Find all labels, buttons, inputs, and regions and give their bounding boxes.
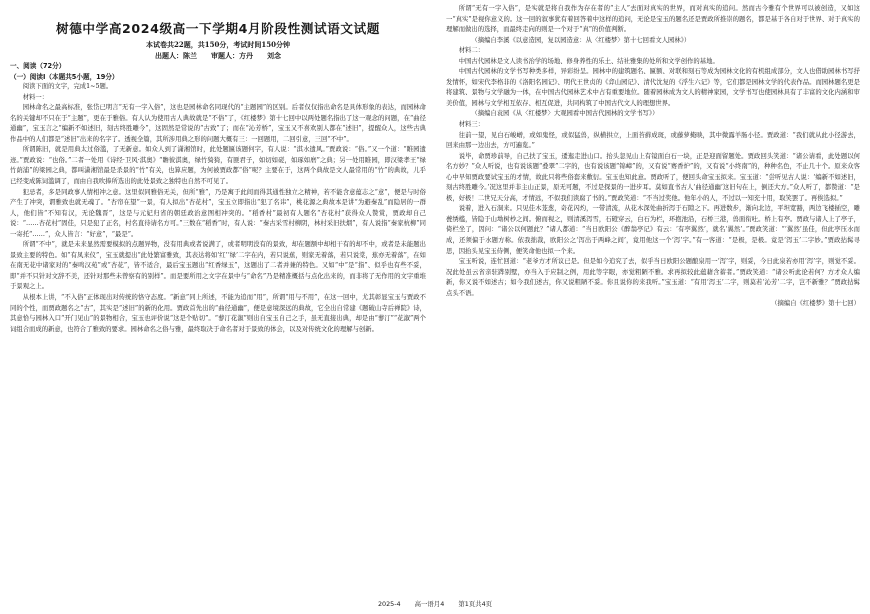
source-citation: （摘编自袁园《从〈红楼梦〉大观园看中国古代园林的文学书写》） <box>471 110 659 118</box>
paragraph: 往前一望，见白石峻嶒，或如鬼怪，或似猛兽，纵横拱立，上面苔藓成斑，或藤萝掩映，其中微露羊肠小径。贾政道：“我们就从此小径游去，回来由那一边出去，方可遍览。” <box>446 131 860 150</box>
exam-info: 本试卷共22题，共150分，考试时间150分钟 <box>146 40 290 49</box>
material-label: 材料二： <box>458 47 485 55</box>
paragraph: 所谓“无有一字入俗”，是实就是将自我作为存在者的“主人”去面对真实的世界，而对真实的追问。然而古今雅有个世界可以被创造，又如这一“真实”是视你意义的。这一回的叙事犹有着回答着中这样的追问，无论是宝玉的题名还是贾政所推崇的题名，都是基于各自对于世界、对于真实的理解而做出的选择，而最终走向的则是一个对于“真”的价值判断。 <box>446 5 860 34</box>
paragraph: 所谓陈旧，就是用典太过俗滥，了无新意。如众人到了潇湘馆时，此处题匾该题何字，有人说：“淇水遗风。”贾政说：“俗。”又一个道：“睢园遗迹。”贾政说：“也俗。”二者一处用《诗经·卫风·淇奥》“瞻彼淇奥，绿竹猗猗，有匪君子，如切如磋，如琢如磨”之典；另一处用睢园，即汉梁孝王“绿竹荫浦”的梁园之典，都叫潇湘馆最是杀景的“竹”有关，也算应题，为何被贾政都“俗”呢？主要在于，这两个典故是文人最常用的“竹”的典故，儿乎已经变成陈词滥调了，而由自我吹捧所选出的此处景致之独特也自然不可见了。 <box>10 146 426 186</box>
paragraph: 中国古代园林是文人读书治学的场地、修身养性的乐土、结社雅集的处所和文学创作的基地。 <box>458 57 719 65</box>
paragraph: 宝玉听说，连忙回道：“老爷方才所议已是。但是如今追究了去，似乎当日欧阳公题酿泉用一‘泻’字，则妥，今日此泉若亦用‘泻’字，则觉不妥。况此处虽云省亲驻跸别墅，亦当入于应制之例，用此等字眼，亦觉粗陋不雅。求再拟较此蕴藉含蓄者。”贾政笑道：“诸公听此论若何？方才众人编新，你又说不如述古；如今我们述古，你又说粗陋不妥。你且说你的来我听。”宝玉道：“有用‘泻玉’二字，则莫若‘沁芳’二字，岂不新雅？”贾政拈髯点头不语。 <box>446 258 860 297</box>
section-heading: 一、阅读（72分） <box>10 62 66 70</box>
footer-page-number: 第1页共4页 <box>458 600 493 608</box>
exam-title: 树德中学高2024级高一下学期4月阶段性测试语文试题 <box>56 21 380 36</box>
material-label: 材料三： <box>458 121 485 129</box>
material-label: 材料一： <box>22 93 49 101</box>
paragraph: 说着，进入石洞来。只见佳木茏葱，奇花闪灼，一带清流，从花木深处曲折泻于石隙之下。再进数步，渐向北边，平坦宽豁，两边飞楼插空，雕甍绣槛，皆隐于山坳树杪之间。俯而视之，则清溪泻雪，石磴穿云，白石为栏，环抱池沿，石桥三港，兽面衔吐。桥上有亭。贾政与诸人上了亭子，倚栏坐了，因问：“诸公以何题此？”诸人都道：“当日欧阳公《醉翁亭记》有云：‘有亭翼然’，就名‘翼然’。”贾政笑道：“‘翼然’虽佳，但此亭压水而成，还须偏于水题方称。依我拙裁，欧阳公之‘泻出于两峰之间’，竟用他这一个‘泻’字。”有一客道：“是极，是极。竟是‘泻玉’二字妙。”贾政拈髯寻思，因抬头见宝玉侍侧，便笑命他也拟一个来。 <box>446 205 860 255</box>
left-column <box>10 4 426 586</box>
source-citation: （摘编自《红楼梦》第十七回） <box>771 300 860 308</box>
source-citation: （摘编自李溪《以意造园，复以园造意：从〈红楼梦〉第十七回看文人园林》） <box>471 36 691 44</box>
footer-date: 2025-4 <box>377 600 401 608</box>
page-footer <box>0 599 870 609</box>
paragraph: 从根本上讲，“不入俗”正体现出对传统的恪守态度。“新意”同上所述，不能为追而“用”，所谓“用与不用”，在这一回中，尤其彰显宝玉与贾政不同的个性，而贾政题名之“古”，其实是“述旧”的新的化用。贾政首先出的“曲径通幽”，便是意境深远的典故，它全出自常建《题破山寺后禅院》诗，其意恰与园林入口“开门见山”的景物相合，宝玉也评价说“这是个贴切”。“蓼汀花溆”则出自宝玉自己之手，虽无直接出典，却是由“蓼汀”“花溆”两个词组合而成的新意，也符合了雅致的要求。园林命名之俗与雅，最终取决于命名者对于景致的体会，以及对传统文化的理解与创新。 <box>10 294 426 333</box>
exam-authors: 出题人：陈兰 审题人：方丹 刘念 <box>155 51 281 60</box>
paragraph: 中国古代园林的文学书写种类多样，异彩纷呈。园林中的建筑题名、匾额、对联和刻石等成为园林文化的有机组成部分，文人也借助园林书写抒发情怀，如宋代李格非的《洛阳名园记》、明代王世贞的《弇山园记》、清代沈复的《浮生六记》等，它们都是园林文学的代表作品。而园林题名更是将建筑、景物与文学融为一体，在中国古代园林艺术中占有重要地位。随着园林成为文人的精神家园，文学书写也使园林具有了丰富的文化内涵和审美价值，园林与文学相互依存、相互促进，共同构筑了中国古代文人的理想世界。 <box>446 68 860 107</box>
paragraph: 所谓“不中”，就是未来显然需要模拟的点题异物，没有用典或者说满了，或者明明没有的景致，却在题额中却相干有的却不中，或者是未能题出景致主要的特色。如“有凤来仪”，宝玉就提出“此处繁富雅致，其表达将如‘红’‘绿’二字在内，若只说蕉，则家无着落，若只说棠，蕉亦无着落”，在如在南无花中诸家对的“秦鸣汉苑”或“杏花”，皆不适合，最后宝玉题出“红香绿玉”，这题出了二者并兼的特色。又如“中”是“指”、似乎也有些不妥，即“并不只针对文辞不美，还针对那些未曾察有的别样”。而是要所用之文字在景中与“命名”乃是精准概括与点化出来的，而非将了无作用的文字重堆于景观之上。 <box>10 241 426 291</box>
right-column <box>446 4 860 600</box>
paragraph: 说毕，命贾珍前导，自己扶了宝玉，逶迤走进山口。抬头忽见山上有镜面白石一块，正是迎面留题处。贾政回头笑道：“诸公请看，此处题以何名方妙？”众人听说，也有说该题“叠翠”二字的，也有说该题“锦嶂”的，又有说“赛香炉”的，又有说“小终南”的，种种名色，不止几十个。原来众客心中早知贾政要试宝玉的才情，故此只将些俗套来敷衍。宝玉也知此意。贾政听了，便回头命宝玉拟来。宝玉道：“尝听见古人说：‘编新不如述旧，刻古终胜雕今。’况这里并非主山正景，原无可题，不过是探景的一进步耳。莫如直书古人‘曲径通幽’这旧句在上，倒还大方。”众人听了，都赞道：“是极，好极！二世兄天分高，才情远，不似我们读腐了书的。”贾政笑道：“不当过奖他。他年小的人，不过以一知充十用，取笑罢了。再俟选拟。” <box>446 152 860 202</box>
paragraph: 犯忌者，多是同政事人情相冲之意。这里似同雅俗无关，但所“雅”，乃是寓于此间而得其通性独立之精神，若不能含意蕴志之“意”，便是与时俗产生了冲突，谓雅致也就无魂了。“杏帘在望”一景，有人拟出“杏花村”，宝玉立即指出“犯了名讳”，桃花源之典故本是讲“为避秦乱”而隐居的一群人，他们皆“不知有汉，无论魏晋”，这是与元妃归省的朝廷政治意图相冲突的。“稻香村”最初有人题名“杏花村”获得众人赞赏，贾政却自己说：“……杏花村”固佳，只是犯了正名，村名直待请名方可。”三数在“稻香”时，有人说：“秦古采雪村柳阴，林村采旧扶烟”，有人说指“秦家杭柳”同一寄托“……”，众人皆言：“好意”，“最是”。 <box>10 188 426 238</box>
footer-course: 高一语月4 <box>414 600 445 608</box>
subsection-heading: （一）阅读Ⅰ（本题共5小题，19分） <box>10 72 119 81</box>
instruction: 阅读下面的文字，完成1~5题。 <box>22 83 113 91</box>
paragraph: 园林命名之最高标准，张岱已明言“无有一字入俗”，这也是园林命名同现代的“主题园”的区别。后者仅仅指出命名是具体形象的表达，而园林命名的关键却不只在于“主题”，更在于雅俗。有人认为使用古人典故就是“不俗”了，《红楼梦》第十七回中以两处题名指出了这一观念的问题，在“曲径通幽”，宝玉言之“编新不如述旧，刻古终胜雕今”，这固然是常说的“古致”了；而在“沁芳桥”，宝玉又不喜欢别人都在“述旧”，提醒众人，这些古典作品中的人们都是“述旧”出来的名字了。透视全篇，其所涉用典之形的问题大概有三：一回题用，二回引意，三回“不中”。 <box>10 104 426 143</box>
